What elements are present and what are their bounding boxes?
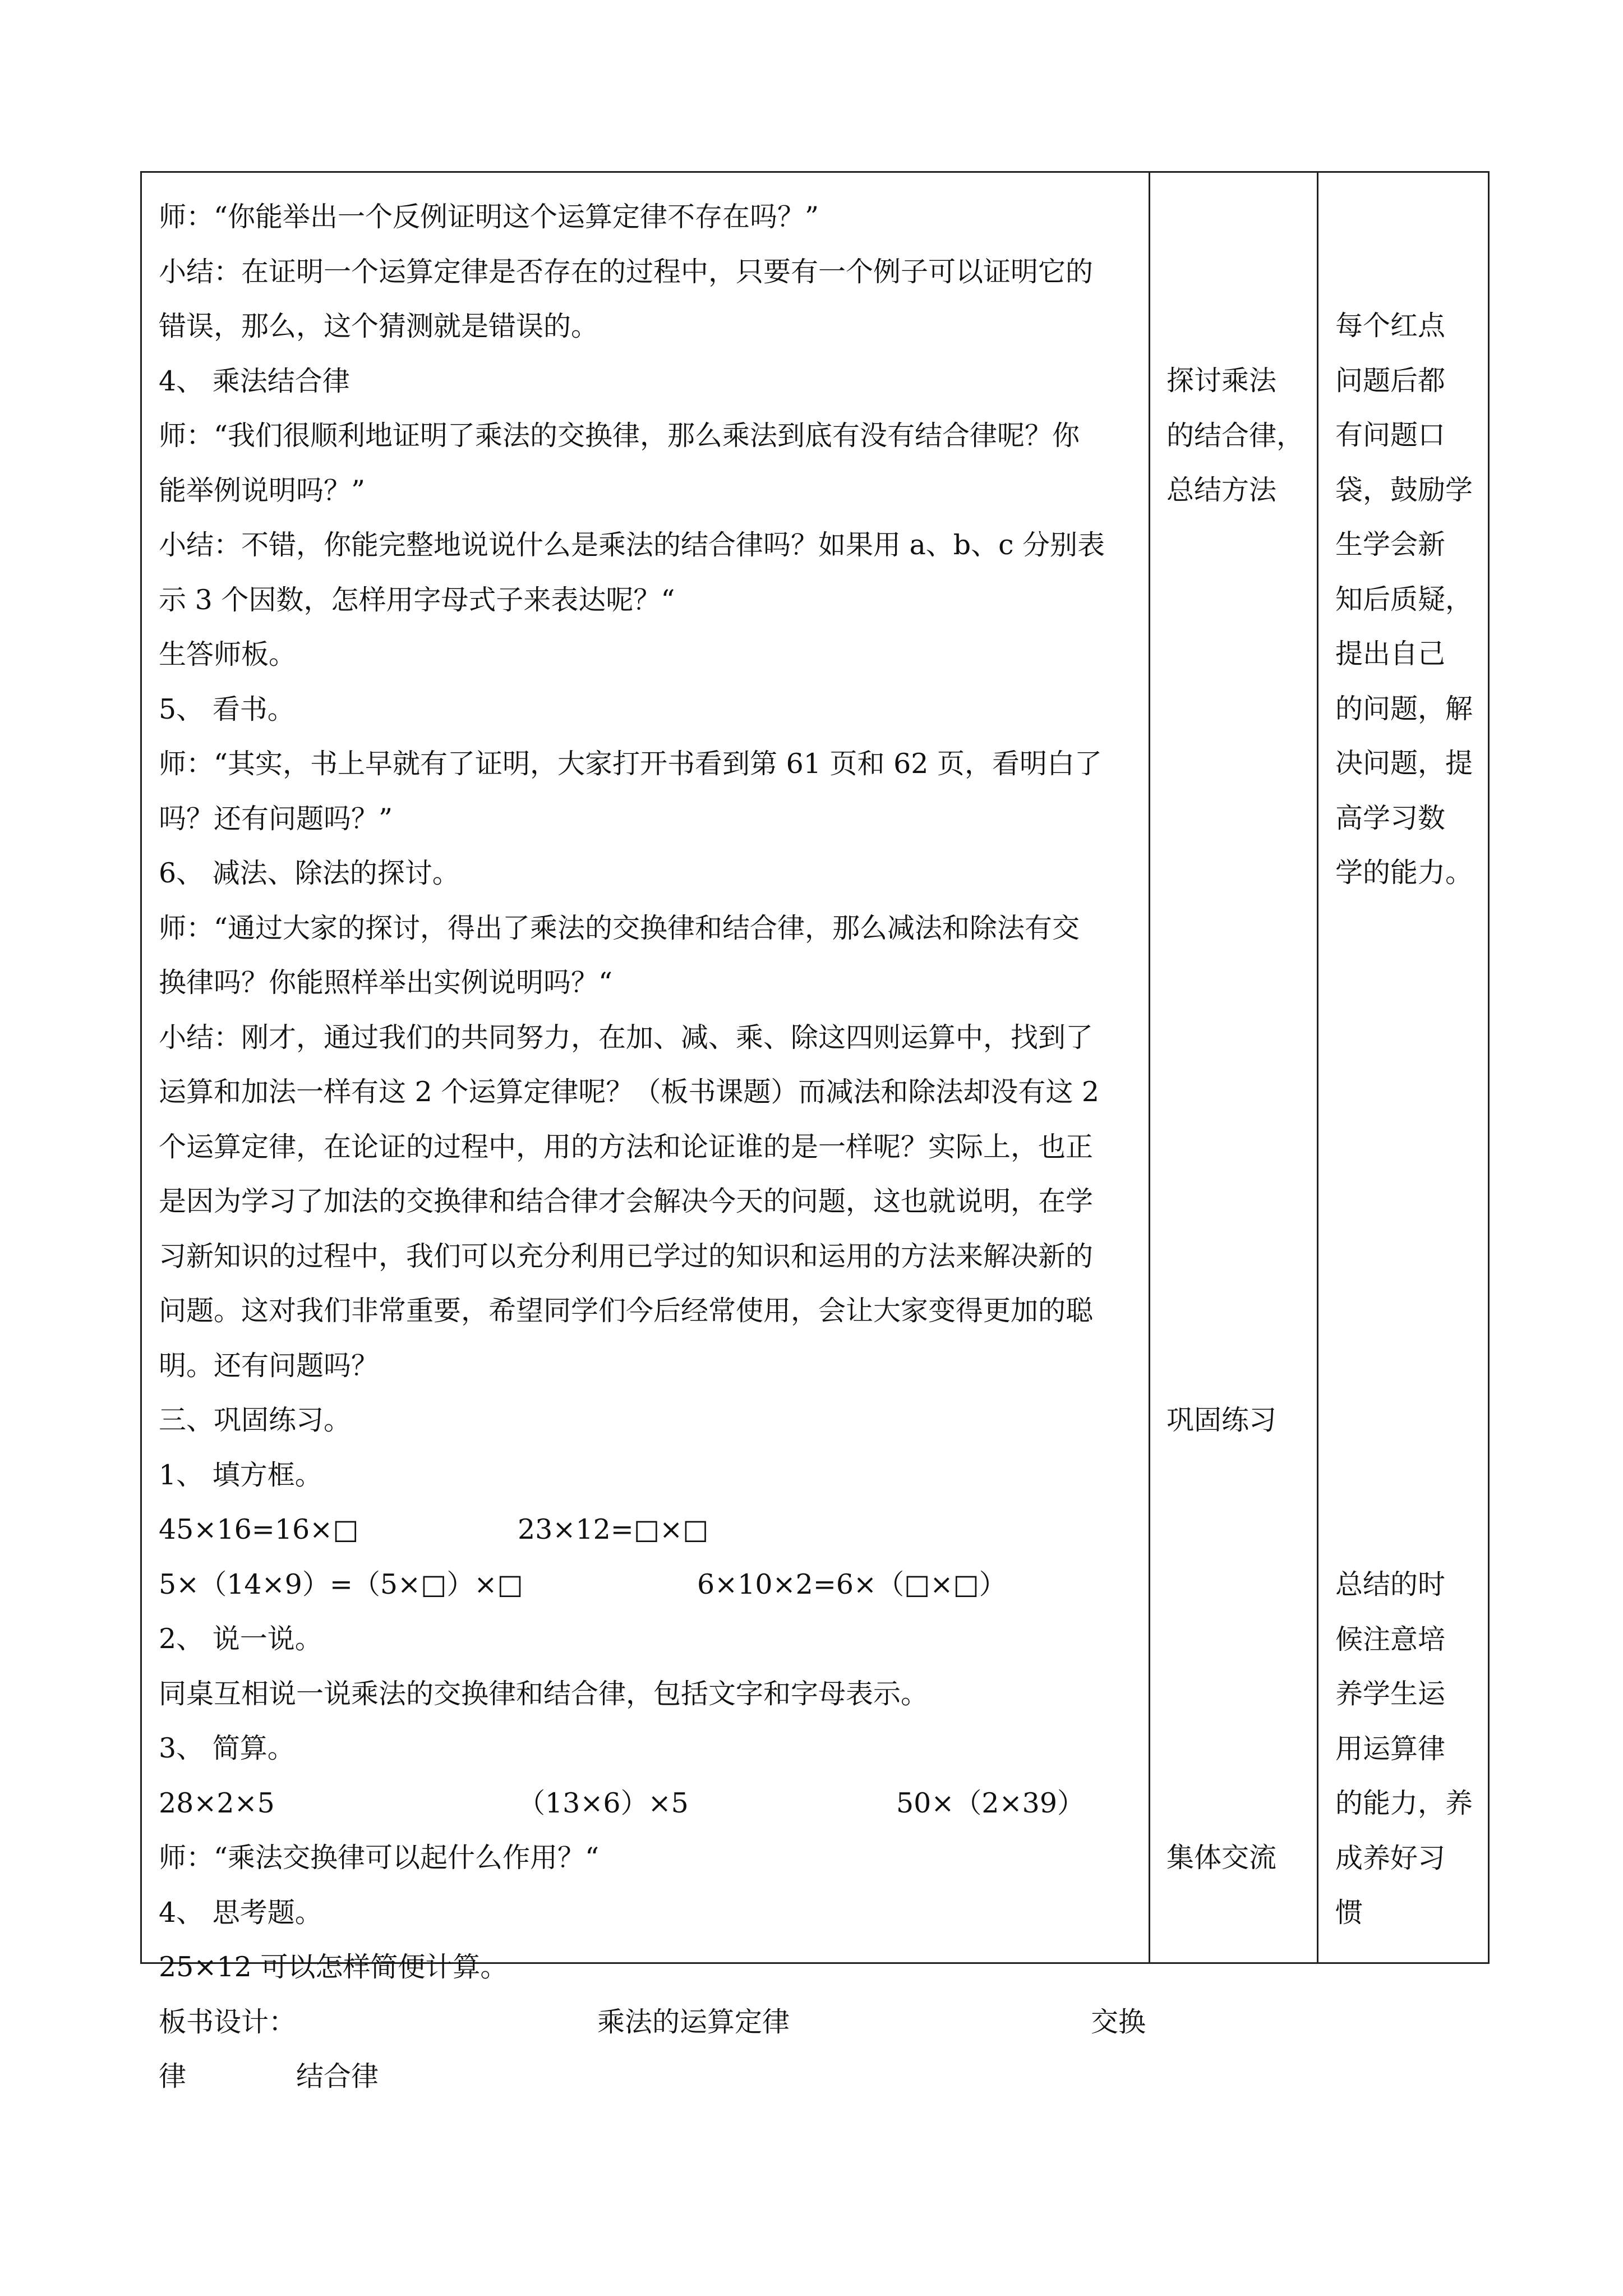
column-divider-1 — [1149, 173, 1150, 1962]
exercise-item: 50×（2×39） — [896, 1787, 1085, 1819]
exercise-row — [159, 1557, 1146, 1612]
design-note: 的能力，养 — [1335, 1787, 1473, 1819]
text-line: 师：“你能举出一个反例证明这个运算定律不存在吗？” — [159, 201, 819, 233]
activity-note: 集体交流 — [1166, 1842, 1277, 1874]
text-line: 个运算定律，在论证的过程中，用的方法和论证谁的是一样呢？实际上，也正 — [159, 1130, 1094, 1163]
main-column — [159, 190, 1146, 2104]
section-heading: 3、 简算。 — [159, 1732, 295, 1764]
text-line: 小结：刚才，通过我们的共同努力，在加、减、乘、除这四则运算中，找到了 — [159, 1021, 1094, 1053]
text-line: 师：“通过大家的探讨，得出了乘法的交换律和结合律，那么减法和除法有交 — [159, 912, 1080, 944]
exercise-item: 45×16=16×□ — [159, 1513, 359, 1545]
design-note: 知后质疑， — [1335, 583, 1473, 615]
exercise-item: 6×10×2=6×（□×□） — [697, 1568, 1007, 1600]
design-note: 提出自己 — [1335, 638, 1446, 670]
design-note: 有问题口 — [1335, 419, 1446, 451]
design-note: 的问题，解 — [1335, 692, 1473, 725]
text-line: 师：“乘法交换律可以起什么作用？“ — [159, 1842, 600, 1874]
text-line: 错误，那么，这个猜测就是错误的。 — [159, 310, 599, 342]
exercise-item: （13×6）×5 — [518, 1787, 689, 1819]
design-note: 每个红点 — [1335, 310, 1446, 342]
board-design-line — [159, 1995, 1146, 2050]
right-column-block-2 — [1335, 1557, 1477, 1940]
text-line: 是因为学习了加法的交换律和结合律才会解决今天的问题，这也就说明，在学 — [159, 1185, 1094, 1217]
middle-column-block-3 — [1166, 1830, 1318, 1885]
exercise-item: 28×2×5 — [159, 1787, 275, 1819]
activity-note: 总结方法 — [1166, 474, 1277, 506]
text-line: 同桌互相说一说乘法的交换律和结合律，包括文字和字母表示。 — [159, 1677, 929, 1710]
lesson-plan-table — [140, 171, 1490, 2092]
section-heading: 1、 填方框。 — [159, 1458, 322, 1491]
text-line: 运算和加法一样有这 2 个运算定律呢？（板书课题）而减法和除法却没有这 2 — [159, 1076, 1100, 1108]
activity-note: 的结合律， — [1166, 419, 1304, 452]
design-note: 问题后都 — [1335, 364, 1446, 397]
text-line: 师：“其实，书上早就有了证明，大家打开书看到第 61 页和 62 页，看明白了 — [159, 748, 1103, 780]
design-note: 袋，鼓励学 — [1335, 473, 1473, 506]
middle-column-block-2 — [1166, 1393, 1318, 1448]
board-design-item: 律 — [159, 2060, 187, 2092]
section-heading: 5、 看书。 — [159, 693, 295, 725]
text-line: 换律吗？你能照样举出实例说明吗？“ — [159, 967, 613, 999]
right-column-block-1 — [1335, 298, 1477, 900]
text-line: 吗？还有问题吗？” — [159, 802, 393, 835]
text-line: 师：“我们很顺利地证明了乘法的交换律，那么乘法到底有没有结合律呢？你 — [159, 420, 1080, 452]
design-note: 总结的时 — [1335, 1568, 1446, 1600]
section-heading: 2、 说一说。 — [159, 1623, 322, 1655]
design-note: 用运算律 — [1335, 1732, 1446, 1765]
activity-note: 探讨乘法 — [1166, 365, 1277, 397]
text-line: 明。还有问题吗？ — [159, 1349, 379, 1382]
section-heading: 4、 思考题。 — [159, 1896, 322, 1929]
text-line: 生答师板。 — [159, 638, 297, 670]
text-line: 示 3 个因数，怎样用字母式子来表达呢？“ — [159, 583, 675, 616]
design-note: 惯 — [1335, 1897, 1363, 1929]
exercise-row — [159, 1502, 1146, 1557]
text-line: 习新知识的过程中，我们可以充分利用已学过的知识和运用的方法来解决新的 — [159, 1240, 1094, 1272]
design-note: 高学习数 — [1335, 802, 1446, 834]
exercise-item: 23×12=□×□ — [518, 1513, 709, 1545]
design-note: 成养好习 — [1335, 1842, 1446, 1874]
board-design-item: 结合律 — [296, 2060, 379, 2092]
text-line: 25×12 可以怎样简便计算。 — [159, 1951, 508, 1983]
design-note: 决问题，提 — [1335, 747, 1473, 779]
text-line: 能举例说明吗？” — [159, 474, 366, 507]
exercise-item: 5×（14×9）=（5×□）×□ — [159, 1568, 523, 1600]
section-heading: 三、巩固练习。 — [159, 1404, 352, 1436]
section-heading: 6、 减法、除法的探讨。 — [159, 857, 460, 889]
design-note: 养学生运 — [1335, 1678, 1446, 1710]
text-line: 小结：不错，你能完整地说说什么是乘法的结合律吗？如果用 a、b、c 分别表 — [159, 529, 1105, 561]
section-heading: 4、 乘法结合律 — [159, 365, 350, 397]
board-design-label: 板书设计： — [159, 2005, 297, 2038]
text-line: 小结：在证明一个运算定律是否存在的过程中，只要有一个例子可以证明它的 — [159, 255, 1094, 288]
board-design-title: 乘法的运算定律 — [597, 2005, 790, 2038]
design-note: 候注意培 — [1335, 1623, 1446, 1655]
design-note: 学的能力。 — [1335, 857, 1473, 889]
exercise-row — [159, 1776, 1146, 1831]
design-note: 生学会新 — [1335, 528, 1446, 560]
activity-note: 巩固练习 — [1166, 1404, 1277, 1436]
board-design-tail: 交换 — [1090, 2005, 1146, 2038]
board-design-line — [159, 2049, 1146, 2104]
text-line: 问题。这对我们非常重要，希望同学们今后经常使用，会让大家变得更加的聪 — [159, 1295, 1094, 1327]
middle-column-block-1 — [1166, 353, 1318, 518]
